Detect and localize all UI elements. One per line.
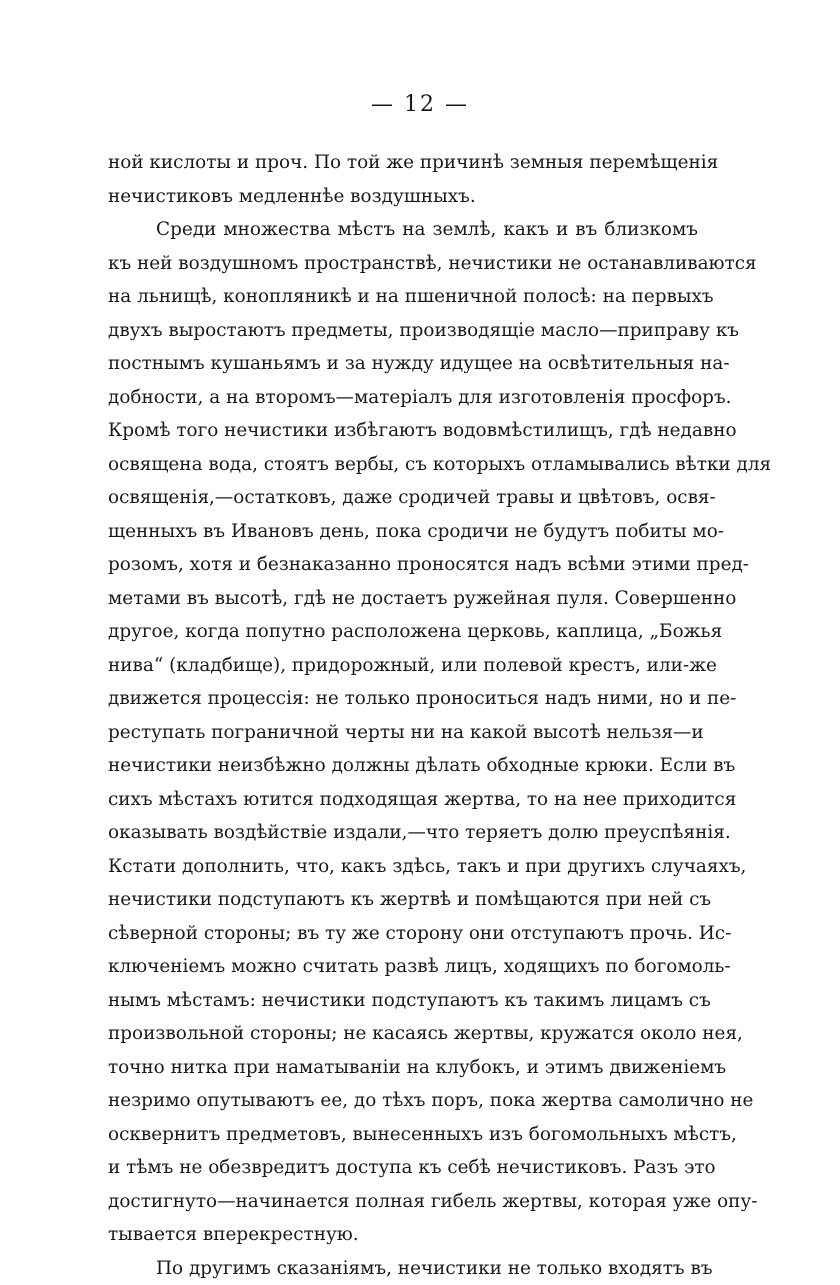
text-line: и тѣмъ не обезвредитъ доступа къ себѣ нечистиковъ. Разъ это bbox=[108, 1151, 698, 1185]
text-line: Кстати дополнить, что, какъ здѣсь, такъ и при другихъ случаяхъ, bbox=[108, 850, 698, 884]
text-line: сихъ мѣстахъ ютится подходящая жертва, то на нее приходится bbox=[108, 783, 698, 817]
text-line: реступать пограничной черты ни на какой высотѣ нельзя—и bbox=[108, 716, 698, 750]
text-line: метами въ высотѣ, гдѣ не достаетъ ружейная пуля. Совершенно bbox=[108, 582, 698, 616]
text-line: щенныхъ въ Ивановъ день, пока сродичи не будутъ побиты мо- bbox=[108, 515, 698, 549]
text-line: другое, когда попутно расположена церковь, каплица, „Божья bbox=[108, 615, 698, 649]
text-line: ной кислоты и проч. По той же причинѣ земныя перемѣщенія bbox=[108, 146, 698, 180]
text-line: точно нитка при наматываніи на клубокъ, и этимъ движеніемъ bbox=[108, 1051, 698, 1085]
text-line: двухъ выростаютъ предметы, производящіе масло—приправу къ bbox=[108, 314, 698, 348]
text-line: нечистики подступаютъ къ жертвѣ и помѣщаются при ней съ bbox=[108, 883, 698, 917]
text-line: освящена вода, стоятъ вербы, съ которыхъ отламывались вѣтки для bbox=[108, 448, 698, 482]
text-line: ключеніемъ можно считать развѣ лицъ, ходящихъ по богомоль- bbox=[108, 950, 698, 984]
paragraph bbox=[108, 146, 698, 213]
text-line: розомъ, хотя и безнаказанно проносятся надъ всѣми этими пред- bbox=[108, 548, 698, 582]
page-number: — 12 — bbox=[0, 92, 840, 117]
text-line: постнымъ кушаньямъ и за нужду идущее на освѣтительныя на- bbox=[108, 347, 698, 381]
text-line: достигнуто—начинается полная гибель жертвы, которая уже опу- bbox=[108, 1185, 698, 1219]
text-line: освященія,—остатковъ, даже сродичей травы и цвѣтовъ, освя- bbox=[108, 481, 698, 515]
text-line: оказывать воздѣйствіе издали,—что теряетъ долю преуспѣянія. bbox=[108, 816, 698, 850]
paragraph bbox=[108, 1252, 698, 1285]
text-line: нымъ мѣстамъ: нечистики подступаютъ къ такимъ лицамъ съ bbox=[108, 984, 698, 1018]
text-line: нечистики неизбѣжно должны дѣлать обходные крюки. Если въ bbox=[108, 749, 698, 783]
text-line: движется процессія: не только проноситься надъ ними, но и пе- bbox=[108, 682, 698, 716]
text-line: незримо опутываютъ ее, до тѣхъ поръ, пока жертва самолично не bbox=[108, 1084, 698, 1118]
text-line: къ ней воздушномъ пространствѣ, нечистики не останавливаются bbox=[108, 247, 698, 281]
paragraph bbox=[108, 213, 698, 1252]
text-line: тывается вперекрестную. bbox=[108, 1218, 698, 1252]
text-line: нива“ (кладбище), придорожный, или полевой крестъ, или-же bbox=[108, 649, 698, 683]
text-line: добности, а на второмъ—матеріалъ для изготовленія просфоръ. bbox=[108, 381, 698, 415]
text-line: нечистиковъ медленнѣе воздушныхъ. bbox=[108, 180, 698, 214]
text-line: на льнищѣ, конопляникѣ и на пшеничной полосѣ: на первыхъ bbox=[108, 280, 698, 314]
text-line: По другимъ сказаніямъ, нечистики не только входятъ въ bbox=[108, 1252, 698, 1285]
text-line: сѣверной стороны; въ ту же сторону они отступаютъ прочь. Ис- bbox=[108, 917, 698, 951]
text-line: произвольной стороны; не касаясь жертвы, кружатся около нея, bbox=[108, 1017, 698, 1051]
text-line: Среди множества мѣстъ на землѣ, какъ и въ близкомъ bbox=[108, 213, 698, 247]
text-line: осквернитъ предметовъ, вынесенныхъ изъ богомольныхъ мѣстъ, bbox=[108, 1118, 698, 1152]
body-text bbox=[108, 146, 698, 1285]
text-line: Кромѣ того нечистики избѣгаютъ водовмѣстилищъ, гдѣ недавно bbox=[108, 414, 698, 448]
